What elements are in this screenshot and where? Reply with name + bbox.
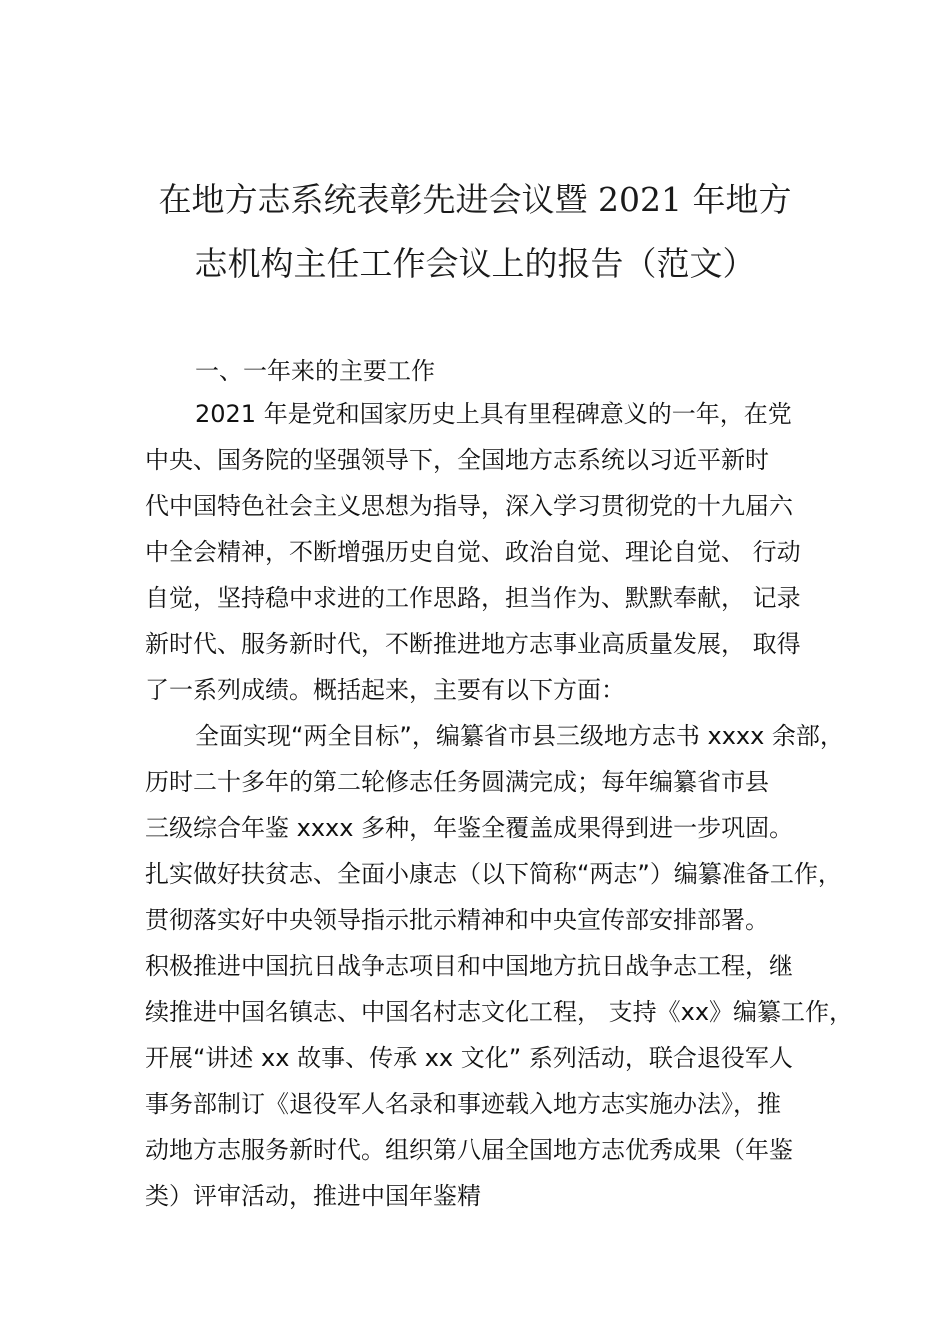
- paragraph-2-line: 续推进中国名镇志、中国名村志文化工程， 支持《xx》编纂工作，: [145, 998, 854, 1026]
- paragraph-2-line: 历时二十多年的第二轮修志任务圆满完成；每年编纂省市县: [145, 768, 769, 796]
- paragraph-2-line: 开展“讲述 xx 故事、传承 xx 文化” 系列活动，联合退役军人: [145, 1044, 793, 1072]
- paragraph-2-line: 类）评审活动，推进中国年鉴精: [145, 1182, 481, 1210]
- paragraph-2-line: 三级综合年鉴 xxxx 多种，年鉴全覆盖成果得到进一步巩固。: [145, 814, 794, 842]
- paragraph-2-line: 全面实现“两全目标”，编纂省市县三级地方志书 xxxx 余部，: [195, 722, 844, 750]
- paragraph-2-line: 积极推进中国抗日战争志项目和中国地方抗日战争志工程，继: [145, 952, 793, 980]
- paragraph-2-line: 贯彻落实好中央领导指示批示精神和中央宣传部安排部署。: [145, 906, 769, 934]
- paragraph-2-line: 动地方志服务新时代。组织第八届全国地方志优秀成果（年鉴: [145, 1136, 793, 1164]
- paragraph-2-line: 事务部制订《退役军人名录和事迹载入地方志实施办法》，推: [145, 1090, 781, 1118]
- document-title-line-1: 在地方志系统表彰先进会议暨 2021 年地方: [158, 180, 792, 219]
- paragraph-1-line: 2021 年是党和国家历史上具有里程碑意义的一年，在党: [195, 400, 792, 428]
- paragraph-1-line: 中央、国务院的坚强领导下，全国地方志系统以习近平新时: [145, 446, 769, 474]
- paragraph-2-line: 扎实做好扶贫志、全面小康志（以下简称“两志”）编纂准备工作，: [145, 860, 842, 888]
- document-title-line-2: 志机构主任工作会议上的报告（范文）: [194, 244, 756, 283]
- paragraph-1-line: 自觉，坚持稳中求进的工作思路，担当作为、默默奉献， 记录: [145, 584, 801, 612]
- section-heading: 一、一年来的主要工作: [195, 357, 435, 385]
- paragraph-1-line: 中全会精神，不断增强历史自觉、政治自觉、理论自觉、 行动: [145, 538, 801, 566]
- paragraph-1-line: 代中国特色社会主义思想为指导，深入学习贯彻党的十九届六: [145, 492, 793, 520]
- paragraph-1-line: 了一系列成绩。概括起来，主要有以下方面：: [145, 676, 625, 704]
- paragraph-1-line: 新时代、服务新时代，不断推进地方志事业高质量发展， 取得: [145, 630, 801, 658]
